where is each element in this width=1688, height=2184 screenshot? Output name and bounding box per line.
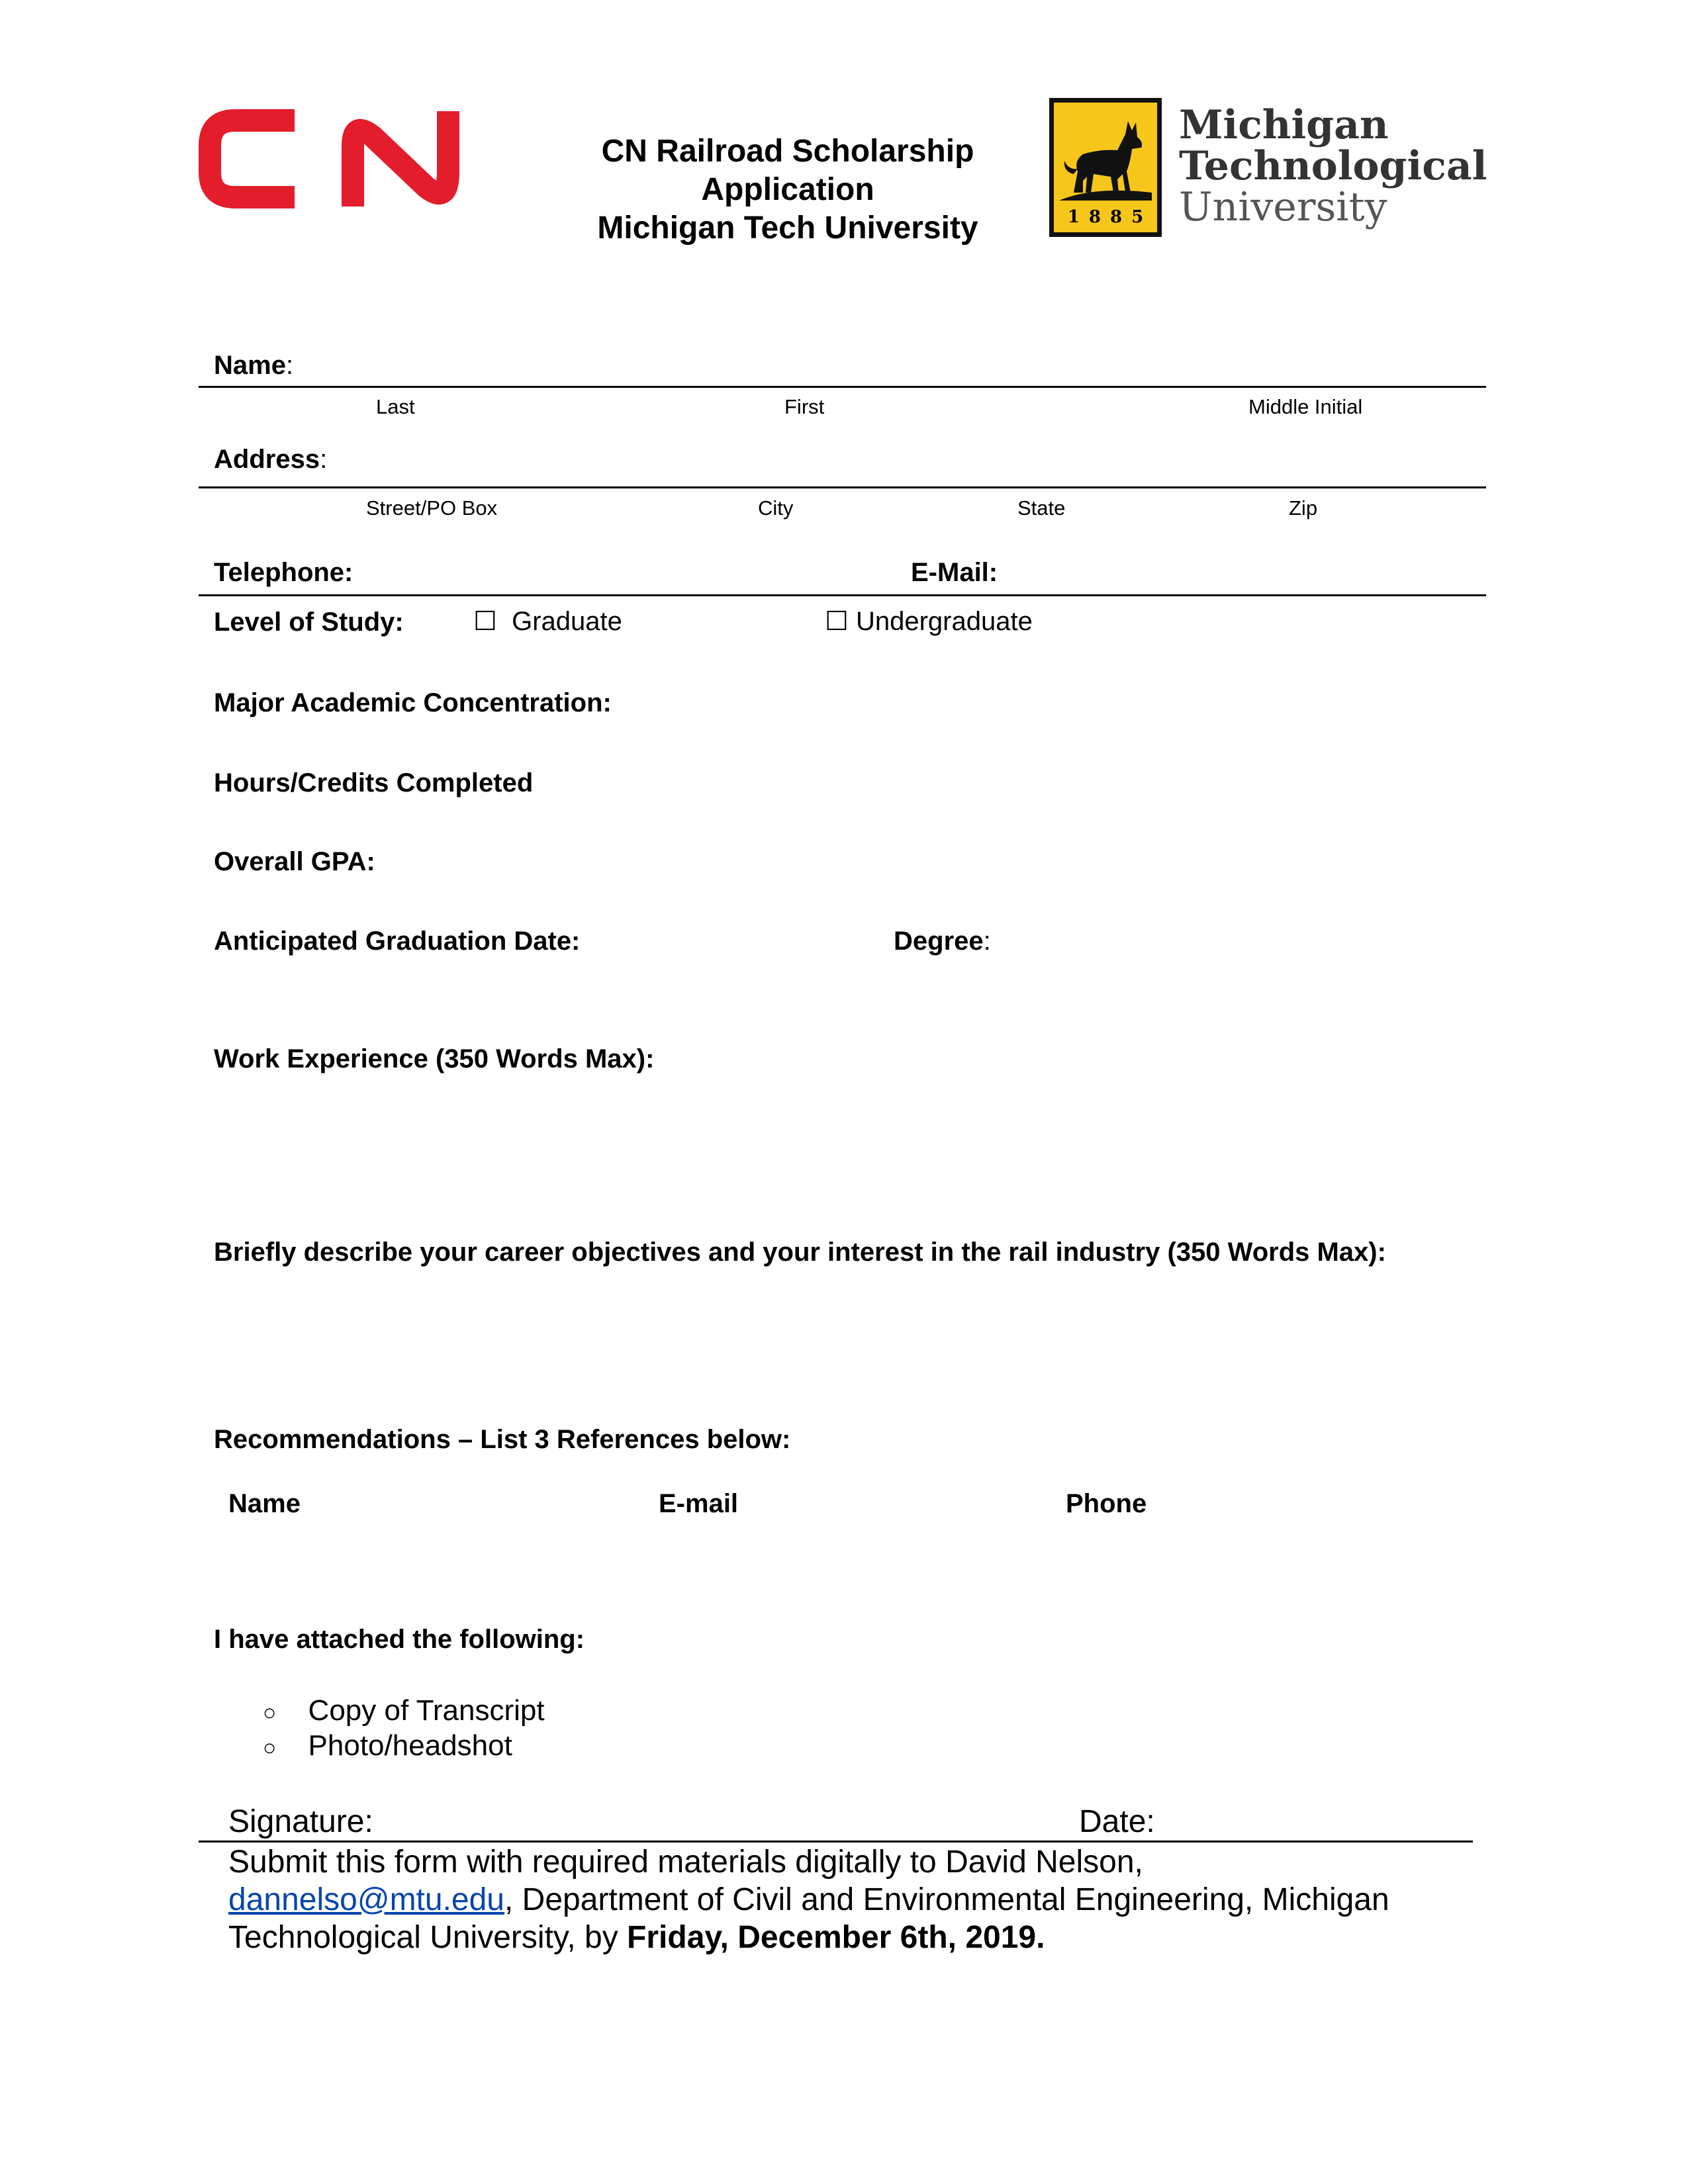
wordmark-line-3: University bbox=[1179, 184, 1387, 230]
checkbox-icon[interactable]: ☐ bbox=[825, 607, 849, 636]
degree-label-row: Degree: bbox=[894, 927, 991, 956]
address-sub-state: State bbox=[1017, 496, 1066, 520]
signature-field[interactable] bbox=[381, 1800, 1062, 1840]
attachment-label: Photo/headshot bbox=[308, 1729, 512, 1762]
telephone-label: Telephone: bbox=[214, 558, 353, 587]
husky-icon bbox=[1054, 108, 1157, 207]
date-label: Date: bbox=[1079, 1804, 1155, 1839]
circle-bullet-icon: ○ bbox=[263, 1700, 277, 1725]
checkbox-icon[interactable]: ☐ bbox=[473, 607, 497, 636]
recs-col-email: E-mail bbox=[659, 1489, 739, 1518]
date-field[interactable] bbox=[1165, 1800, 1470, 1840]
option-label: Undergraduate bbox=[855, 607, 1033, 636]
career-label: Briefly describe your career objectives and your interest in the rail industry (350 Words Max): bbox=[214, 1238, 1386, 1267]
recs-col-name: Name bbox=[228, 1489, 301, 1518]
signature-underline bbox=[199, 1841, 1473, 1843]
grad-date-label: Anticipated Graduation Date: bbox=[214, 927, 581, 956]
work-label: Work Experience (350 Words Max): bbox=[214, 1044, 655, 1073]
address-underline bbox=[199, 486, 1486, 488]
recs-label: Recommendations – List 3 References below: bbox=[214, 1425, 791, 1454]
work-field[interactable] bbox=[214, 1085, 1485, 1224]
degree-field[interactable] bbox=[1000, 921, 1483, 961]
name-label: Name bbox=[214, 351, 286, 380]
wordmark-line-1: Michigan bbox=[1179, 102, 1389, 148]
telephone-field[interactable] bbox=[371, 553, 887, 592]
mtu-logo bbox=[1049, 98, 1486, 240]
recs-col-phone: Phone bbox=[1066, 1489, 1147, 1518]
email-link[interactable]: dannelso@mtu.edu bbox=[228, 1882, 504, 1917]
email-field[interactable] bbox=[1013, 553, 1486, 592]
address-sub-zip: Zip bbox=[1289, 496, 1318, 520]
option-label: Graduate bbox=[512, 607, 622, 636]
deadline: Friday, December 6th, 2019. bbox=[627, 1920, 1045, 1955]
title-line-1: CN Railroad Scholarship bbox=[601, 134, 974, 169]
career-field[interactable] bbox=[214, 1277, 1485, 1416]
level-option-undergraduate[interactable] bbox=[825, 606, 1033, 637]
founding-year: 1885 bbox=[1067, 207, 1153, 227]
gpa-field[interactable] bbox=[397, 842, 1483, 882]
grad-date-field[interactable] bbox=[602, 921, 880, 961]
instructions-line-2 bbox=[228, 1881, 1389, 1919]
contact-underline bbox=[199, 594, 1486, 596]
major-label: Major Academic Concentration: bbox=[214, 688, 612, 717]
name-field[interactable] bbox=[199, 344, 1486, 384]
name-underline bbox=[199, 386, 1486, 388]
name-sub-first: First bbox=[784, 395, 825, 418]
gpa-label: Overall GPA: bbox=[214, 847, 375, 876]
address-sub-city: City bbox=[758, 496, 794, 520]
title-line-2: Application bbox=[701, 172, 874, 207]
instructions-line-3 bbox=[228, 1919, 1389, 1956]
name-label-row: Name: bbox=[214, 351, 294, 380]
instructions-line-1: Submit this form with required materials digitally to David Nelson, bbox=[228, 1844, 1143, 1880]
name-sub-last: Last bbox=[376, 395, 415, 418]
attachment-item[interactable] bbox=[263, 1729, 512, 1762]
major-field[interactable] bbox=[642, 683, 1483, 723]
submission-instructions bbox=[228, 1843, 1389, 1956]
mtu-wordmark bbox=[1179, 102, 1487, 230]
address-label-row: Address: bbox=[214, 445, 328, 474]
hours-field[interactable] bbox=[556, 763, 1483, 803]
signature-label: Signature: bbox=[228, 1804, 373, 1839]
email-label: E-Mail: bbox=[911, 558, 998, 587]
circle-bullet-icon: ○ bbox=[263, 1735, 277, 1760]
hours-label: Hours/Credits Completed bbox=[214, 768, 534, 797]
address-field[interactable] bbox=[199, 440, 1486, 485]
husky-emblem bbox=[1049, 98, 1162, 237]
instructions-text: , Department of Civil and Environmental Engineering, Michigan bbox=[504, 1882, 1389, 1917]
title-line-3: Michigan Tech University bbox=[597, 210, 978, 246]
attachment-item[interactable] bbox=[263, 1694, 545, 1727]
degree-label: Degree bbox=[894, 927, 984, 956]
instructions-text: Technological University, by bbox=[228, 1920, 628, 1955]
address-label: Address bbox=[214, 445, 320, 474]
cn-logo bbox=[195, 106, 473, 212]
attached-label: I have attached the following: bbox=[214, 1625, 585, 1654]
name-sub-middle: Middle Initial bbox=[1248, 395, 1363, 418]
level-option-graduate[interactable] bbox=[473, 606, 622, 637]
attachment-label: Copy of Transcript bbox=[308, 1694, 545, 1727]
level-label: Level of Study: bbox=[214, 608, 404, 637]
address-sub-street: Street/PO Box bbox=[366, 496, 498, 520]
document-title bbox=[543, 132, 1033, 248]
recs-field[interactable] bbox=[214, 1529, 1485, 1608]
wordmark-line-2: Technological bbox=[1179, 143, 1487, 189]
